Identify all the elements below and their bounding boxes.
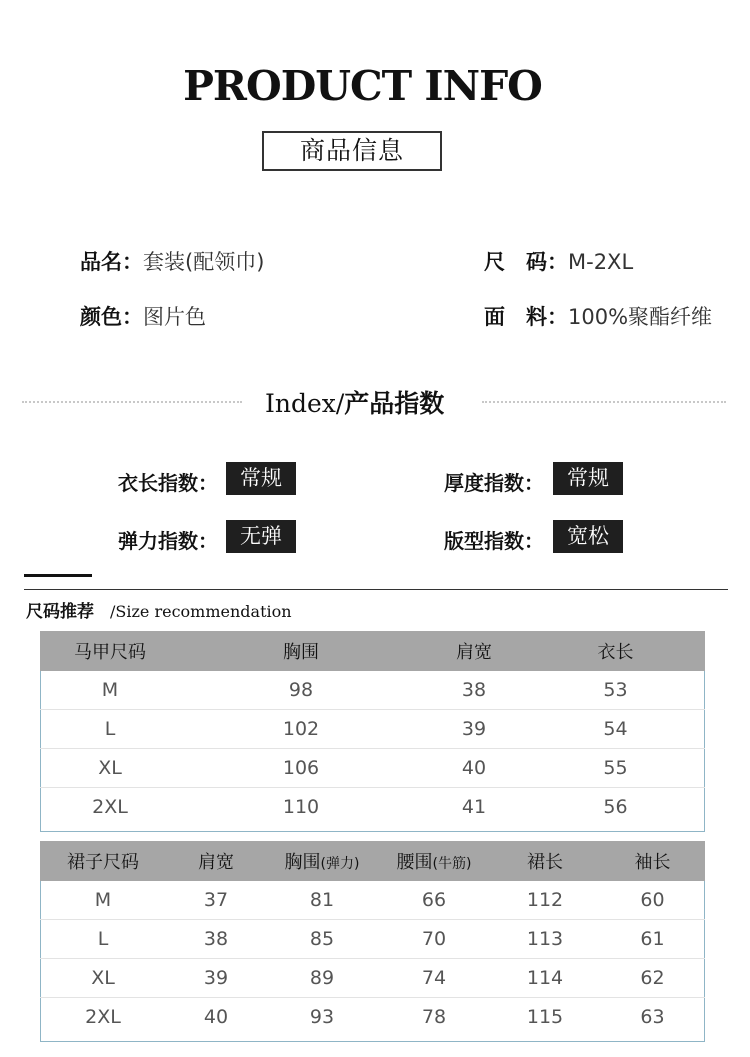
table-cell: 55 — [526, 749, 705, 788]
table-cell: 85 — [266, 920, 378, 959]
info-size-value: M-2XL — [568, 250, 634, 274]
table-cell: 112 — [526, 889, 564, 911]
table-row — [40, 998, 705, 1037]
index-label-elasticity: 弹力指数： — [118, 529, 218, 553]
index-title-cn: 产品指数 — [344, 389, 445, 418]
page-title: PRODUCT INFO — [183, 62, 542, 110]
table-cell: 114 — [490, 959, 600, 998]
info-fabric-label: 面 料： — [484, 305, 568, 329]
table-cell: XL — [40, 749, 180, 788]
index-value-fit: 宽松 — [553, 520, 623, 553]
index-value-thickness: 常规 — [553, 462, 623, 495]
table-cell: 93 — [266, 998, 378, 1037]
table-cell: L — [40, 710, 180, 749]
info-fabric-value: 100%聚酯纤维 — [568, 305, 713, 329]
table-cell: 78 — [378, 998, 490, 1037]
table-header-cell: 衣长 — [526, 631, 705, 671]
table-row — [40, 788, 705, 827]
table-row — [40, 710, 705, 749]
page-subtitle: 商品信息 — [262, 131, 442, 171]
table-cell: M — [94, 889, 112, 911]
index-value-elasticity: 无弹 — [226, 520, 296, 553]
info-name-value: 套装(配领巾) — [143, 250, 265, 274]
vest-size-table — [40, 631, 705, 826]
table-cell: 2XL — [40, 998, 166, 1037]
table-cell: 38 — [461, 679, 487, 701]
table-cell: 81 — [309, 889, 335, 911]
table-cell: 74 — [378, 959, 490, 998]
table-cell: 39 — [166, 959, 266, 998]
size-section-title-cn: 尺码推荐 — [26, 602, 94, 622]
table-cell: 113 — [490, 920, 600, 959]
table-cell: 60 — [640, 889, 665, 911]
table-cell: 54 — [526, 710, 705, 749]
table-cell: M — [101, 679, 119, 701]
table-cell: 37 — [203, 889, 229, 911]
info-fabric — [484, 301, 712, 331]
table-cell: 40 — [166, 998, 266, 1037]
table-header-cell: 肩宽 — [422, 631, 526, 671]
index-label-thickness: 厚度指数： — [444, 471, 544, 495]
table-cell: 38 — [166, 920, 266, 959]
section-divider — [24, 589, 728, 590]
info-name-label: 品名： — [80, 250, 143, 274]
table-row — [40, 671, 705, 710]
table-header-row — [40, 631, 705, 671]
info-size — [484, 246, 633, 276]
index-label-length: 衣长指数： — [118, 471, 218, 495]
info-color-value: 图片色 — [143, 305, 206, 329]
header-text: 胸围 — [284, 852, 321, 873]
info-color-label: 颜色： — [80, 305, 143, 329]
index-value-length: 常规 — [226, 462, 296, 495]
table-cell: XL — [40, 959, 166, 998]
header-note: (牛筋) — [432, 856, 472, 872]
table-row — [40, 749, 705, 788]
table-cell: 39 — [422, 710, 526, 749]
table-cell: 61 — [600, 920, 705, 959]
table-cell: 110 — [180, 788, 422, 827]
skirt-size-table — [40, 841, 705, 1036]
divider — [482, 401, 726, 403]
size-section-title-en: /Size recommendation — [110, 602, 292, 621]
table-cell: 89 — [266, 959, 378, 998]
table-header-cell: 肩宽 — [166, 841, 266, 881]
divider — [22, 401, 242, 403]
index-title-en: Index/ — [265, 389, 345, 418]
table-cell: L — [40, 920, 166, 959]
index-header — [0, 384, 750, 420]
table-cell: 63 — [600, 998, 705, 1037]
table-row — [40, 959, 705, 998]
table-row — [40, 881, 705, 920]
table-cell: 70 — [378, 920, 490, 959]
table-header-cell: 裙长 — [490, 841, 600, 881]
info-size-label: 尺 码： — [484, 250, 568, 274]
info-color — [80, 301, 206, 331]
table-cell: 41 — [422, 788, 526, 827]
table-header-cell: 裙子尺码 — [40, 841, 166, 881]
info-name — [80, 246, 264, 276]
table-cell: 40 — [422, 749, 526, 788]
header-text: 腰围 — [396, 852, 433, 873]
table-cell: 53 — [603, 679, 628, 701]
table-cell: 66 — [421, 889, 447, 911]
table-header-cell — [378, 841, 490, 881]
table-cell: 62 — [600, 959, 705, 998]
table-header-cell: 胸围 — [180, 631, 422, 671]
table-cell: 102 — [180, 710, 422, 749]
index-title — [265, 384, 444, 420]
table-cell: 106 — [180, 749, 422, 788]
table-header-row — [40, 841, 705, 881]
table-cell: 56 — [526, 788, 705, 827]
table-header-cell: 马甲尺码 — [40, 631, 180, 671]
table-header-cell: 袖长 — [600, 841, 705, 881]
table-header-cell — [266, 841, 378, 881]
section-accent-bar — [24, 574, 92, 577]
header-note: (弹力) — [320, 856, 360, 872]
size-section-title — [26, 597, 292, 622]
table-cell: 115 — [490, 998, 600, 1037]
table-row — [40, 920, 705, 959]
index-label-fit: 版型指数： — [444, 529, 544, 553]
table-cell: 2XL — [40, 788, 180, 827]
table-cell: 98 — [288, 679, 314, 701]
